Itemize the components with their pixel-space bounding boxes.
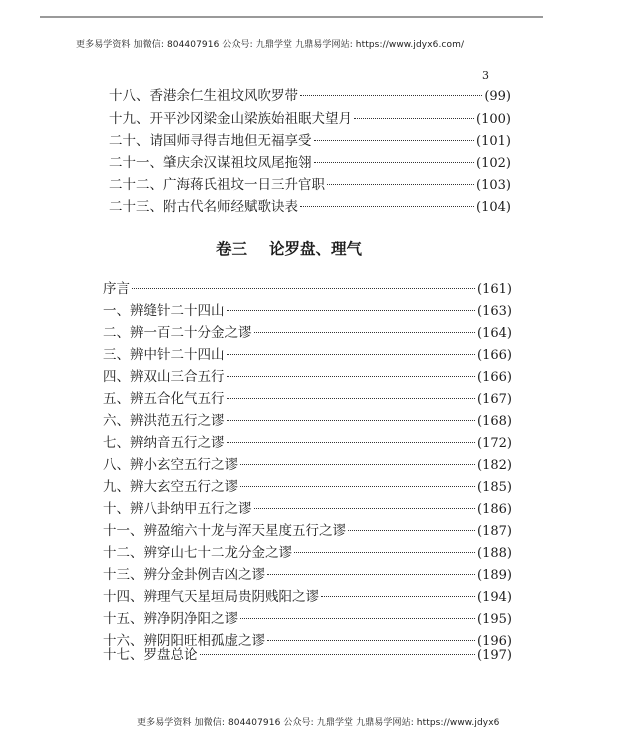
- toc-entry: [103, 586, 512, 608]
- dot-leader: [294, 552, 475, 553]
- toc-entry: [103, 278, 512, 300]
- toc-entry: [109, 196, 511, 218]
- toc-entry-page: (189): [477, 568, 512, 583]
- dot-leader: [267, 574, 475, 575]
- toc-entry: [103, 476, 512, 498]
- toc-entry-page: (100): [476, 112, 511, 127]
- toc-entry-title: 二十二、广海蒋氏祖坟一日三升官职: [109, 177, 325, 193]
- section-title: 论罗盘、理气: [269, 239, 363, 258]
- dot-leader: [227, 442, 476, 443]
- toc-entry-page: (197): [477, 648, 512, 663]
- toc-entry-page: (99): [484, 89, 511, 104]
- toc-entry-page: (104): [476, 200, 511, 215]
- toc-entry-title: 十、辨八卦纳甲五行之谬: [103, 501, 252, 517]
- dot-leader: [267, 640, 475, 641]
- toc-entry: [109, 85, 511, 107]
- toc-entry-page: (185): [477, 480, 512, 495]
- volume-label: 卷三: [216, 239, 248, 258]
- toc-entry-title: 六、辨洪范五行之谬: [103, 413, 225, 429]
- toc-entry-title: 四、辨双山三合五行: [103, 369, 225, 385]
- toc-entry: [103, 520, 512, 542]
- toc-entry: [109, 130, 511, 152]
- toc-entry-page: (168): [477, 414, 512, 429]
- toc-entry: [103, 432, 512, 454]
- toc-entry-page: (102): [476, 156, 511, 171]
- toc-entry-page: (166): [477, 348, 512, 363]
- dot-leader: [300, 95, 482, 96]
- toc-entry: [103, 410, 512, 432]
- toc-entry: [109, 174, 511, 196]
- toc-entry-page: (182): [477, 458, 512, 473]
- toc-entry-title: 十九、开平沙冈梁金山梁族始祖眠犬望月: [109, 111, 352, 127]
- toc-entry-title: 二、辨一百二十分金之谬: [103, 325, 252, 341]
- toc-entry-title: 二十一、肇庆余汉谋祖坟凤尾拖翎: [109, 155, 312, 171]
- toc-entry-title: 十五、辨净阴净阳之谬: [103, 611, 238, 627]
- toc-entry-page: (188): [477, 546, 512, 561]
- toc-entry: [103, 608, 512, 630]
- toc-entry-page: (172): [477, 436, 512, 451]
- dot-leader: [348, 530, 475, 531]
- dot-leader: [354, 118, 474, 119]
- toc-entry-title: 二十三、附古代名师经赋歌诀表: [109, 199, 298, 215]
- dot-leader: [240, 618, 475, 619]
- toc-entry-page: (187): [477, 524, 512, 539]
- dot-leader: [227, 398, 476, 399]
- watermark-bottom: 更多易学资料 加微信: 804407916 公众号: 九鼎学堂 九鼎易学网站: https://www.jdyx6: [137, 718, 500, 728]
- toc-entry: [103, 322, 512, 344]
- dot-leader: [227, 310, 476, 311]
- toc-entry-title: 十六、辨阴阳旺相孤虚之谬: [103, 633, 265, 649]
- dot-leader: [240, 486, 475, 487]
- toc-entry-title: 十一、辨盈缩六十龙与浑天星度五行之谬: [103, 523, 346, 539]
- toc-entry-title: 十二、辨穿山七十二龙分金之谬: [103, 545, 292, 561]
- dot-leader: [254, 508, 476, 509]
- toc-entry: [103, 542, 512, 564]
- toc-entry: [103, 300, 512, 322]
- dot-leader: [227, 376, 476, 377]
- watermark-top: 更多易学资料 加微信: 804407916 公众号: 九鼎学堂 九鼎易学网站: https://www.jdyx6.com/: [76, 40, 465, 50]
- toc-entry-page: (166): [477, 370, 512, 385]
- dot-leader: [227, 354, 476, 355]
- toc-entry: [109, 108, 511, 130]
- dot-leader: [200, 654, 476, 655]
- toc-entry-title: 五、辨五合化气五行: [103, 391, 225, 407]
- dot-leader: [227, 420, 476, 421]
- toc-entry: [109, 152, 511, 174]
- toc-entry: [103, 644, 512, 666]
- dot-leader: [254, 332, 476, 333]
- dot-leader: [240, 464, 475, 465]
- toc-entry: [103, 498, 512, 520]
- toc-entry-title: 七、辨纳音五行之谬: [103, 435, 225, 451]
- toc-entry-title: 十八、香港余仁生祖坟风吹罗带: [109, 88, 298, 104]
- toc-entry: [103, 344, 512, 366]
- toc-entry-page: (167): [477, 392, 512, 407]
- toc-entry-title: 序言: [103, 281, 130, 297]
- dot-leader: [314, 162, 475, 163]
- toc-entry-title: 十七、罗盘总论: [103, 647, 198, 663]
- toc-entry-title: 三、辨中针二十四山: [103, 347, 225, 363]
- toc-entry-title: 一、辨缝针二十四山: [103, 303, 225, 319]
- dot-leader: [321, 596, 475, 597]
- toc-entry-page: (161): [477, 282, 512, 297]
- toc-entry-page: (196): [477, 634, 512, 649]
- toc-entry-page: (101): [476, 134, 511, 149]
- toc-entry-page: (186): [477, 502, 512, 517]
- toc-entry-page: (164): [477, 326, 512, 341]
- top-rule: [40, 16, 543, 18]
- toc-entry-page: (195): [477, 612, 512, 627]
- toc-entry-title: 十三、辨分金卦例吉凶之谬: [103, 567, 265, 583]
- toc-entry-title: 二十、请国师寻得吉地但无福享受: [109, 133, 312, 149]
- section-heading: [216, 237, 362, 259]
- toc-entry-title: 九、辨大玄空五行之谬: [103, 479, 238, 495]
- toc-entry-title: 十四、辨理气天星垣局贵阴贱阳之谬: [103, 589, 319, 605]
- dot-leader: [300, 206, 474, 207]
- page-number: 3: [482, 69, 489, 82]
- toc-entry: [103, 454, 512, 476]
- dot-leader: [327, 184, 474, 185]
- toc-entry-title: 八、辨小玄空五行之谬: [103, 457, 238, 473]
- toc-entry: [103, 564, 512, 586]
- toc-entry-page: (103): [476, 178, 511, 193]
- toc-entry-page: (194): [477, 590, 512, 605]
- toc-entry: [103, 366, 512, 388]
- toc-entry: [103, 388, 512, 410]
- dot-leader: [132, 288, 475, 289]
- dot-leader: [314, 140, 475, 141]
- toc-entry-page: (163): [477, 304, 512, 319]
